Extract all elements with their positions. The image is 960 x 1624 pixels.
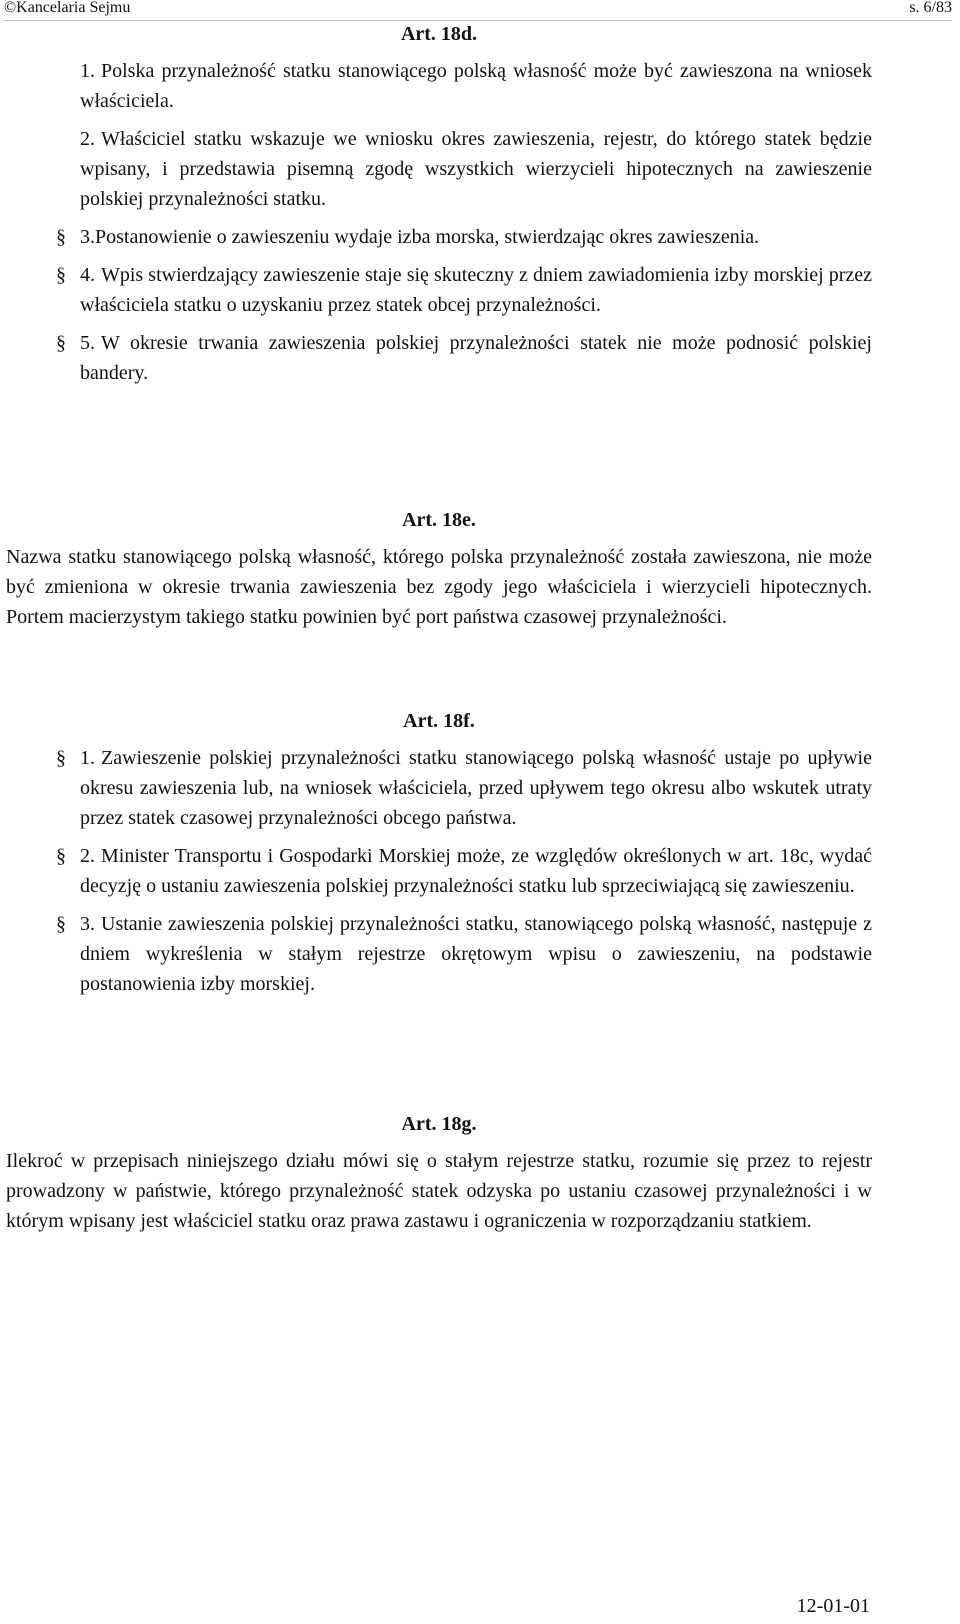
section-sign: § [56,264,66,286]
header-rule [4,20,952,21]
section-sign: § [56,845,66,867]
paragraph-number: 2. [80,845,95,867]
paragraph-text: Polska przynależność statku stanowiącego polską własność może być zawieszona na wniosek właściciela. [80,60,872,112]
paragraph-text: W okresie trwania zawieszenia polskiej przynależności statek nie może podnosić polskiej bandery. [80,332,872,384]
paragraph-text: Ustanie zawieszenia polskiej przynależności statku, stanowiącego polską własność, następuje z dniem wykreślenia w stałym rejestrze okrętowym wpisu o zawieszeniu, na podstawie postanowienia izby morskiej. [80,913,872,995]
paragraph-3 [6,909,872,999]
paragraph-text: Minister Transportu i Gospodarki Morskiej może, ze względów określonych w art. 18c, wydać decyzję o ustaniu zawieszenia polskiej przynależności statku lub sprzeciwiającą się zawieszeniu. [80,845,872,897]
paragraph-4 [6,260,872,320]
article-18e [6,508,872,632]
article-title: Art. 18g. [401,1113,477,1135]
footer-date: 12-01-01 [796,1595,870,1617]
paragraph-number: 1. [80,747,95,769]
paragraph-text: Postanowienie o zawieszeniu wydaje izba morska, stwierdzając okres zawieszenia. [95,226,760,248]
paragraph-number: 2. [80,128,95,150]
paragraph-5 [6,328,872,388]
section-sign: § [56,226,66,248]
paragraph-2 [6,841,872,901]
paragraph-number: 4. [80,264,95,286]
section-sign: § [56,747,66,769]
article-text: Nazwa statku stanowiącego polską własność, którego polska przynależność została zawieszona, nie może być zmieniona w okresie trwania zawieszenia bez zgody jego właściciela i wierzycieli hipotecznych. Portem macierzystym takiego statku powinien być port państwa czasowej przynależności. [6,546,872,628]
article-title: Art. 18d. [400,23,478,45]
section-sign: § [56,913,66,935]
paragraph-2 [6,124,872,214]
page-header [4,0,952,20]
paragraph-3 [6,222,872,252]
paragraph-text: Wpis stwierdzający zawieszenie staje się skuteczny z dniem zawiadomienia izby morskiej przez właściciela statku o uzyskaniu przez statek obcej przynależności. [80,264,872,316]
section-sign: § [56,332,66,354]
article-18f [6,709,872,1007]
article-18d [6,22,872,396]
paragraph-1 [6,743,872,833]
article-text: Ilekroć w przepisach niniejszego działu mówi się o stałym rejestrze statku, rozumie się przez to rejestr prowadzony w państwie, którego przynależność statek odzyska po ustaniu czasowej przynależności i w którym wpisany jest właściciel statku oraz prawa zastawu i ograniczenia w rozporządzaniu statkiem. [6,1150,872,1232]
article-title: Art. 18e. [402,509,476,531]
article-title: Art. 18f. [403,710,475,732]
paragraph-number: 5. [80,332,95,354]
page-number: s. 6/83 [909,0,952,16]
paragraph-1 [6,56,872,116]
paragraph-number: 1. [80,60,95,82]
source-label: ©Kancelaria Sejmu [4,0,131,16]
paragraph-text: Zawieszenie polskiej przynależności statku stanowiącego polską własność ustaje po upływie okresu zawieszenia lub, na wniosek właściciela, przed upływem tego okresu albo wskutek utraty przez statek czasowej przynależności obcego państwa. [80,747,872,829]
paragraph-number: 3. [80,913,95,935]
article-18g [6,1112,872,1236]
paragraph-text: Właściciel statku wskazuje we wniosku okres zawieszenia, rejestr, do którego statek będzie wpisany, i przedstawia pisemną zgodę wszystkich wierzycieli hipotecznych na zawieszenie polskiej przynależności statku. [80,128,872,210]
paragraph-number: 3. [80,226,95,248]
